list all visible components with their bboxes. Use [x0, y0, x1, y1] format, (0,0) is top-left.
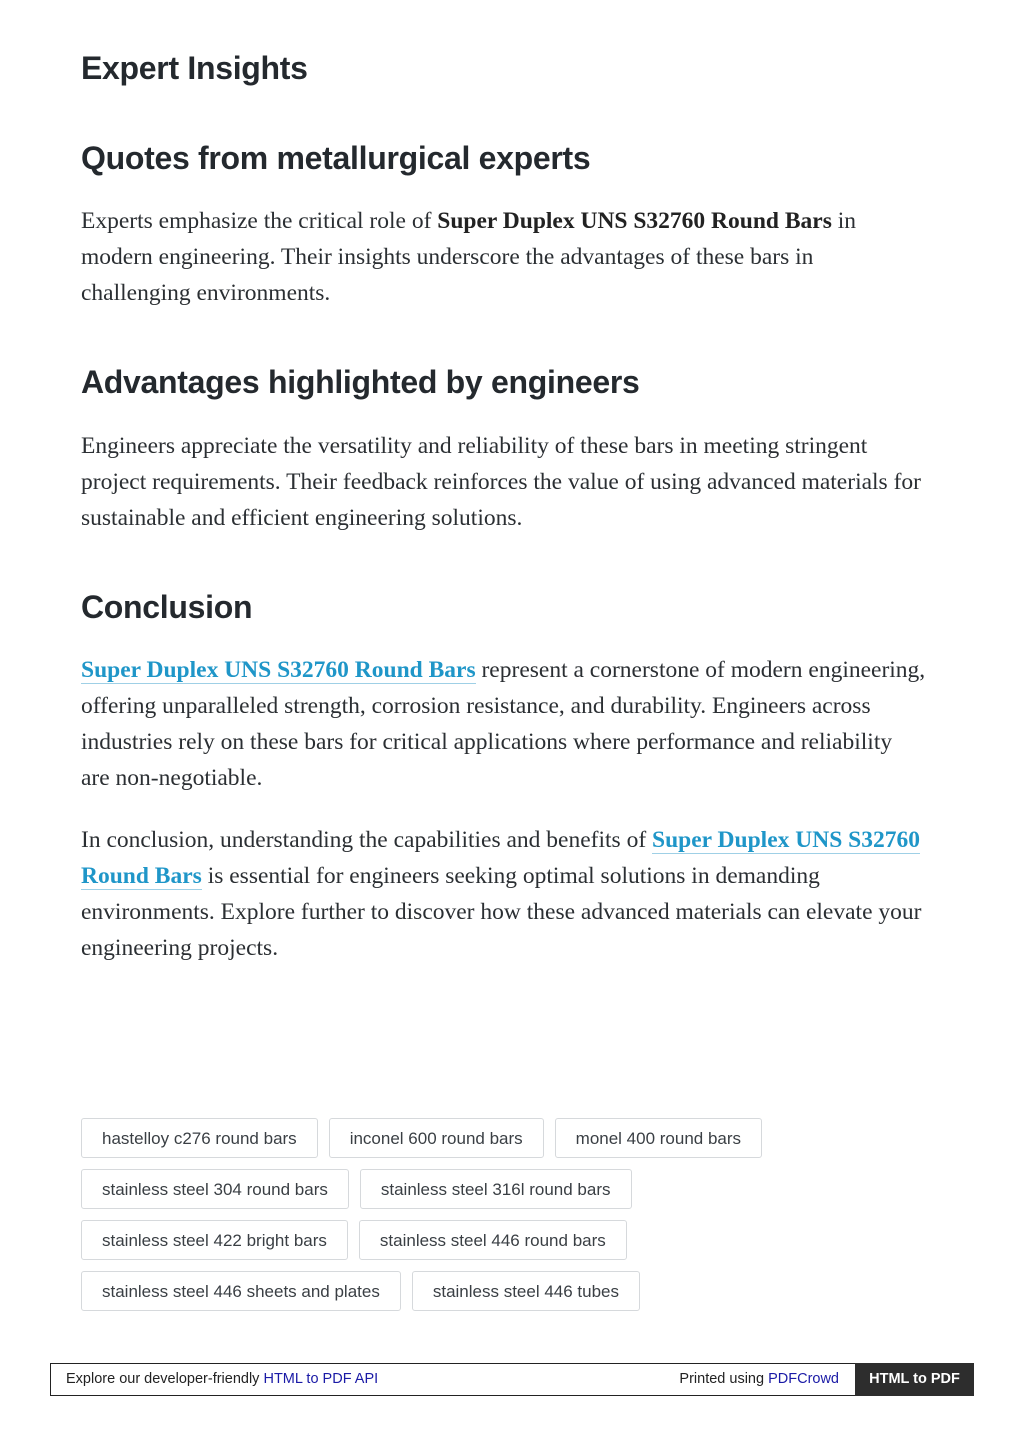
- bold-product-name: Super Duplex UNS S32760 Round Bars: [437, 208, 832, 234]
- tag-row: [81, 1271, 941, 1311]
- tag-link[interactable]: inconel 600 round bars: [329, 1118, 544, 1158]
- related-tags: [81, 1118, 941, 1322]
- pdfcrowd-link[interactable]: PDFCrowd: [768, 1371, 839, 1387]
- heading-quotes: Quotes from metallurgical experts: [81, 140, 591, 176]
- heading-expert-insights: Expert Insights: [81, 50, 308, 86]
- paragraph-text: in modern engineering. Their insights underscore the advantages of these bars in challenging environments.: [81, 208, 857, 306]
- heading-advantages: Advantages highlighted by engineers: [81, 364, 640, 400]
- tag-link[interactable]: stainless steel 316l round bars: [360, 1169, 632, 1209]
- product-link[interactable]: Super Duplex UNS S32760 Round Bars: [81, 657, 476, 683]
- paragraph-conclusion-1: [81, 652, 926, 796]
- footer-right: [679, 1364, 839, 1395]
- html-to-pdf-button[interactable]: HTML to PDF: [855, 1363, 974, 1396]
- footer-left-text: Explore our developer-friendly: [66, 1371, 264, 1387]
- paragraph-text: In conclusion, understanding the capabilities and benefits of: [81, 827, 653, 853]
- tag-row: [81, 1220, 941, 1260]
- tag-link[interactable]: hastelloy c276 round bars: [81, 1118, 318, 1158]
- paragraph-text: is essential for engineers seeking optimal solutions in demanding environments. Explore further to discover how these advanced materials can elevate your engineering projects.: [81, 863, 922, 961]
- pdfcrowd-footer: [50, 1363, 974, 1396]
- paragraph-conclusion-2: [81, 822, 926, 966]
- paragraph-advantages: Engineers appreciate the versatility and reliability of these bars in meeting stringent project requirements. Their feedback reinforces the value of using advanced materials for sustainable and efficient engineering solutions.: [81, 433, 921, 531]
- paragraph-text: represent a cornerstone of modern engineering, offering unparalleled strength, corrosion resistance, and durability. Engineers across industries rely on these bars for critical applications where performance and reliability are non-negotiable.: [81, 657, 926, 791]
- html-to-pdf-api-link[interactable]: HTML to PDF API: [263, 1371, 379, 1387]
- tag-link[interactable]: stainless steel 446 sheets and plates: [81, 1271, 401, 1311]
- footer-right-text: Printed using: [679, 1371, 769, 1387]
- tag-link[interactable]: stainless steel 304 round bars: [81, 1169, 349, 1209]
- product-link[interactable]: Super Duplex UNS S32760 Round Bars: [81, 827, 920, 889]
- tag-link[interactable]: monel 400 round bars: [555, 1118, 762, 1158]
- tag-link[interactable]: stainless steel 446 round bars: [359, 1220, 627, 1260]
- heading-conclusion: Conclusion: [81, 589, 253, 625]
- tag-row: [81, 1118, 941, 1158]
- paragraph-quotes: [81, 203, 926, 311]
- tag-link[interactable]: stainless steel 446 tubes: [412, 1271, 640, 1311]
- footer-left: [66, 1364, 378, 1395]
- paragraph-text: Experts emphasize the critical role of: [81, 208, 438, 234]
- tag-link[interactable]: stainless steel 422 bright bars: [81, 1220, 348, 1260]
- tag-row: [81, 1169, 941, 1209]
